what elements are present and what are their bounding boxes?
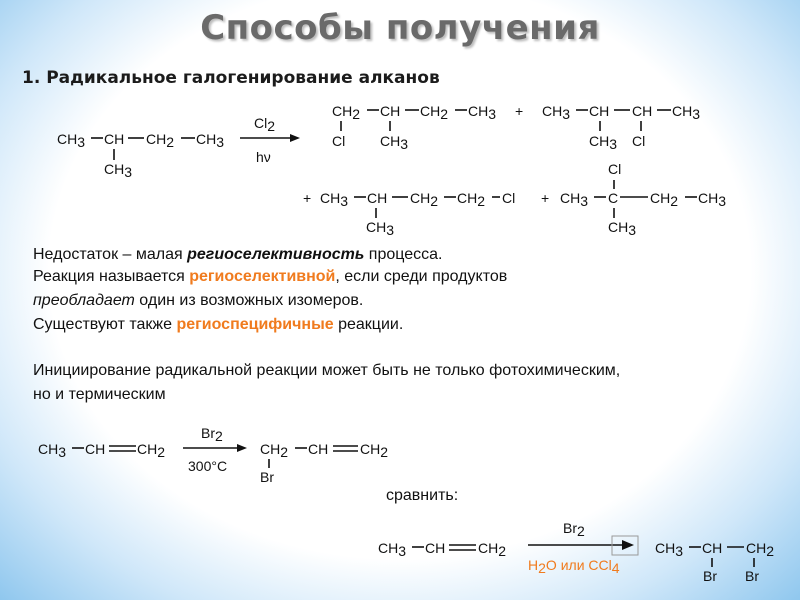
paragraph-line-2: Реакция называется региоселективной, если среди продуктов (33, 268, 508, 285)
svg-text:CH: CH (589, 103, 610, 119)
paragraph-line-6: но и термическим (33, 386, 166, 403)
reaction3-condition: H2O или CCl4 (528, 557, 620, 576)
svg-text:CH2: CH2 (260, 441, 289, 460)
svg-text:Cl: Cl (632, 133, 646, 149)
svg-text:CH3: CH3 (196, 131, 225, 150)
svg-text:CH2: CH2 (420, 103, 449, 122)
svg-text:CH: CH (425, 540, 446, 556)
product-2-chloro (542, 103, 700, 152)
svg-text:CH: CH (367, 190, 388, 206)
svg-text:Cl: Cl (502, 190, 516, 206)
product-3-chloro (320, 190, 515, 238)
svg-text:Br: Br (745, 568, 759, 584)
product-dibromopropane (655, 540, 774, 584)
svg-text:CH2: CH2 (410, 190, 439, 209)
svg-text:CH: CH (380, 103, 401, 119)
paragraph-line-1: Недостаток – малая региоселективность процесса. (33, 246, 443, 263)
svg-text:CH3: CH3 (468, 103, 497, 122)
svg-text:CH2: CH2 (332, 103, 361, 122)
paragraph-line-5: Инициирование радикальной реакции может быть не только фотохимическим, (33, 362, 621, 379)
svg-text:CH2: CH2 (478, 540, 507, 559)
svg-text:CH2: CH2 (457, 190, 486, 209)
svg-text:CH: CH (632, 103, 653, 119)
svg-text:Br: Br (703, 568, 717, 584)
compare-label: сравнить: (386, 487, 459, 504)
plus-sign: + (541, 190, 550, 206)
reaction1-reagent: Cl2 (254, 115, 276, 134)
svg-text:Cl: Cl (608, 161, 622, 177)
svg-text:CH2: CH2 (146, 131, 175, 150)
paragraph-line-3: преобладает один из возможных изомеров. (33, 292, 364, 309)
svg-text:CH3: CH3 (57, 131, 86, 150)
svg-text:CH3: CH3 (104, 161, 133, 180)
reaction1-condition: hν (256, 149, 271, 165)
svg-text:CH3: CH3 (698, 190, 727, 209)
svg-text:CH3: CH3 (655, 540, 684, 559)
svg-text:CH3: CH3 (380, 133, 409, 152)
slide-title: Способы получения (200, 8, 600, 48)
reactant-propene (38, 441, 165, 460)
svg-text:CH3: CH3 (320, 190, 349, 209)
svg-text:CH3: CH3 (560, 190, 589, 209)
product-4-chloro (560, 161, 726, 238)
svg-text:CH3: CH3 (378, 540, 407, 559)
product-1-chloro (332, 103, 496, 152)
svg-text:C: C (608, 190, 619, 206)
reaction2-reagent: Br2 (201, 425, 223, 444)
reaction3-reagent: Br2 (563, 520, 585, 539)
svg-text:CH3: CH3 (542, 103, 571, 122)
paragraph-line-4: Существуют также региоспецифичные реакции. (33, 316, 404, 333)
svg-text:CH3: CH3 (366, 219, 395, 238)
svg-text:Br: Br (260, 469, 274, 485)
reactant-propene-2 (378, 540, 506, 559)
svg-text:Cl: Cl (332, 133, 346, 149)
svg-text:CH: CH (702, 540, 723, 556)
section-heading: 1. Радикальное галогенирование алканов (22, 68, 440, 88)
reactant-2-methylbutane (57, 131, 224, 180)
plus-sign: + (515, 103, 524, 119)
svg-text:CH: CH (104, 131, 125, 147)
plus-sign: + (303, 190, 312, 206)
product-allyl-bromide (260, 441, 388, 485)
svg-text:CH2: CH2 (746, 540, 775, 559)
reaction2-arrow (183, 425, 247, 474)
svg-text:CH3: CH3 (38, 441, 67, 460)
svg-text:CH2: CH2 (360, 441, 389, 460)
svg-text:CH2: CH2 (137, 441, 166, 460)
svg-text:CH3: CH3 (589, 133, 618, 152)
svg-text:CH3: CH3 (672, 103, 701, 122)
svg-text:CH: CH (308, 441, 329, 457)
reaction1-arrow (240, 115, 300, 165)
svg-text:CH: CH (85, 441, 106, 457)
svg-text:CH2: CH2 (650, 190, 679, 209)
reaction3-arrow (528, 520, 638, 576)
reaction2-condition: 300°C (188, 458, 228, 474)
svg-text:CH3: CH3 (608, 219, 637, 238)
